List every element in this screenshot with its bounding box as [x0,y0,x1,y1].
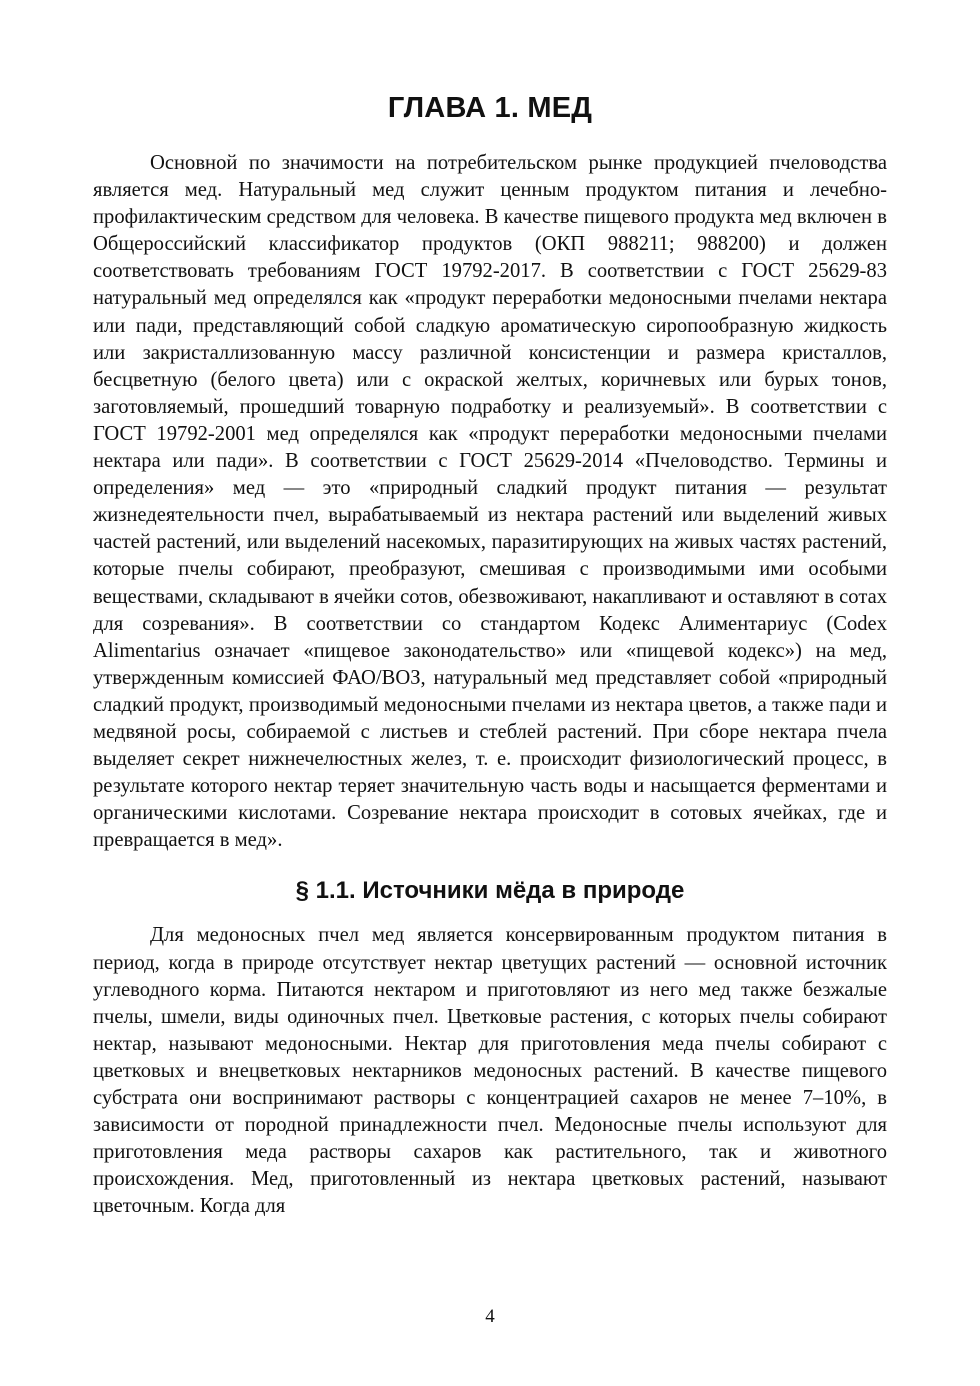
document-page [93,88,887,1220]
sources-paragraph: Для медоносных пчел мед является консервированным продуктом питания в период, когда в природе отсутствует нектар цветущих растений — основной источник углеводного корма. Питаются нектаром и приготовляют из него мед также безжалые пчелы, шмели, виды одиночных пчел. Цветковые растения, с которых пчелы собирают нектар, называют медоносными. Нектар для приготовления меда пчелы собирают с цветковых и внецветковых нектарников медоносных растений. В качестве пищевого субстрата они воспринимают растворы с концентрацией сахаров не менее 7–10%, в зависимости от породной принадлежности пчел. Медоносные пчелы используют для приготовления меда растворы сахаров как растительного, так и животного происхождения. Мед, приготовленный из нектара цветковых растений, называют цветочным. Когда для [93,924,887,1218]
intro-paragraph: Основной по значимости на потребительском рынке продукцией пчеловодства является мед. Натуральный мед служит ценным продуктом питания и лечебно-профилактическим средством для человека. В качестве пищевого продукта мед включен в Общероссийский классификатор продуктов (ОКП 988211; 988200) и должен соответствовать требованиям ГОСТ 19792-2017. В соответствии с ГОСТ 25629-83 натуральный мед определялся как «продукт переработки медоносными пчелами нектара или пади, представляющий собой сладкую ароматическую сиропообразную жидкость или закристаллизованную массу различной консистенции и размера кристаллов, бесцветную (белого цвета) или с окраской желтых, коричневых или бурых тонов, заготовляемый, прошедший товарную подработку и реализуемый». В соответствии с ГОСТ 19792-2001 мед определялся как «продукт переработки медоносными пчелами нектара или пади». В соответствии с ГОСТ 25629-2014 «Пчеловодство. Термины и определения» мед — это «природный сладкий продукт питания — результат жизнедеятельности пчел, вырабатываемый из нектара растений или выделений живых частей растений, или выделений насекомых, паразитирующих на живых частях растений, которые пчелы собирают, преобразуют, смешивая с производимыми ими особыми веществами, складывают в ячейки сотов, обезвоживают, накапливают и оставляют в сотах для созревания». В соответствии со стандартом Кодекс Алиментариус (Codex Alimentarius означает «пищевое законодательство» или «пищевой кодекс») на мед, утвержденным комиссией ФАО/ВОЗ, натуральный мед представляет собой «природный сладкий продукт, производимый медоносными пчелами из нектара цветов, а также пади и медвяной росы, собираемой с листьев и стеблей растений. При сборе нектара пчела выделяет секрет нижнечелюстных желез, т. е. происходит физиологический процесс, в результате которого нектар теряет значительную часть воды и насыщается ферментами и органическими кислотами. Созревание нектара происходит в сотовых ячейках, где и превращается в мед». [93,152,888,852]
chapter-title: ГЛАВА 1. МЕД [387,92,593,124]
page-number: 4 [485,1306,495,1327]
section-title: § 1.1. Источники мёда в природе [295,877,685,905]
